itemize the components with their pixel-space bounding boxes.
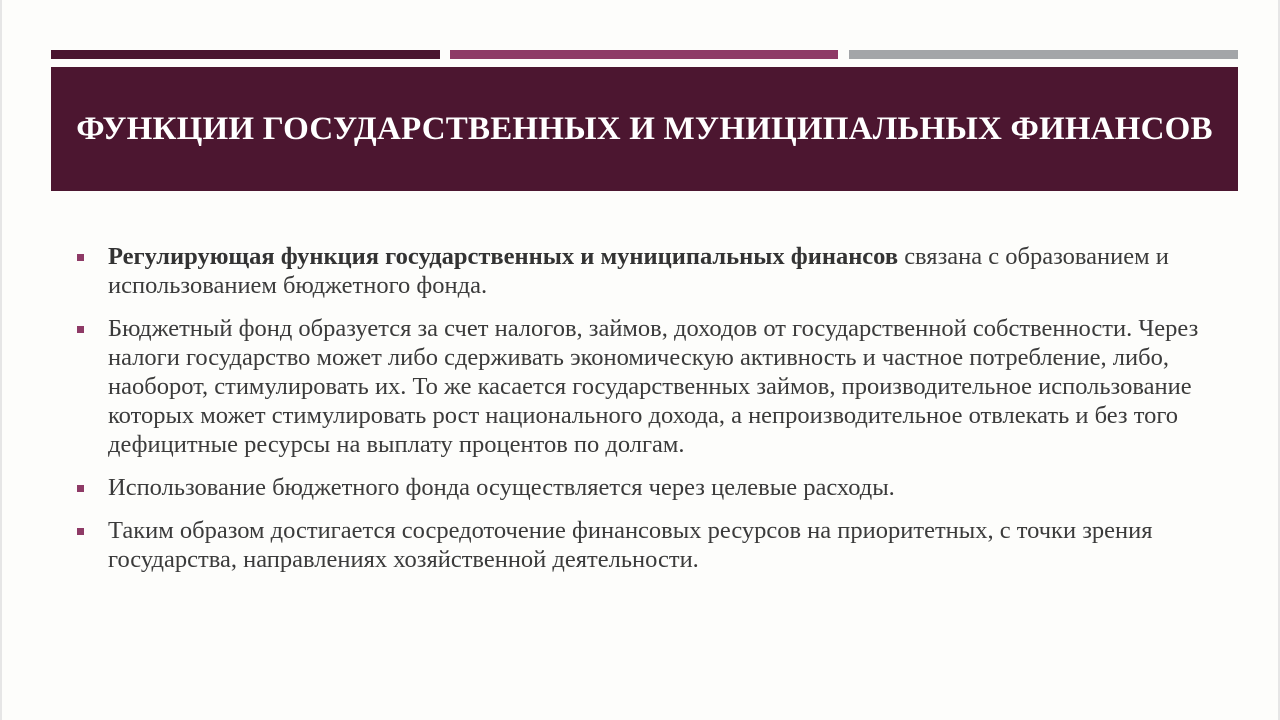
- bullet-text: Использование бюджетного фонда осуществляется через целевые расходы.: [108, 474, 895, 501]
- bullet-item-3: [76, 473, 1226, 502]
- slide-title: ФУНКЦИИ ГОСУДАРСТВЕННЫХ И МУНИЦИПАЛЬНЫХ ФИНАНСОВ: [76, 110, 1213, 147]
- square-bullet-icon: [77, 485, 84, 492]
- square-bullet-icon: [77, 528, 84, 535]
- decor-stripe-magenta: [450, 50, 838, 59]
- bullet-item-1: [76, 242, 1226, 300]
- decor-stripe-dark: [51, 50, 440, 59]
- bullet-text: Таким образом достигается сосредоточение финансовых ресурсов на приоритетных, с точки зрения государства, направлениях хозяйственной деятельности.: [108, 517, 1153, 573]
- bullet-text: Бюджетный фонд образуется за счет налогов, займов, доходов от государственной собственности. Через налоги государство может либо сдерживать экономическую активность и частное потребление, либо, наоборот, стимулировать их. То же касается государственных займов, производительное использование которых может стимулировать рост национального дохода, а непроизводительное отвлекать и без того дефицитные ресурсы на выплату процентов по долгам.: [108, 315, 1199, 458]
- decor-stripe-gray: [849, 50, 1238, 59]
- square-bullet-icon: [77, 254, 84, 261]
- bullet-bold-text: Регулирующая функция государственных и муниципальных финансов: [108, 243, 899, 270]
- bullet-item-4: [76, 516, 1226, 574]
- bullet-item-2: [76, 314, 1226, 459]
- bullet-text: связана с образованием и использованием бюджетного фонда.: [108, 243, 1169, 299]
- square-bullet-icon: [77, 326, 84, 333]
- bullet-list: [76, 242, 1226, 588]
- title-bar: [51, 67, 1238, 191]
